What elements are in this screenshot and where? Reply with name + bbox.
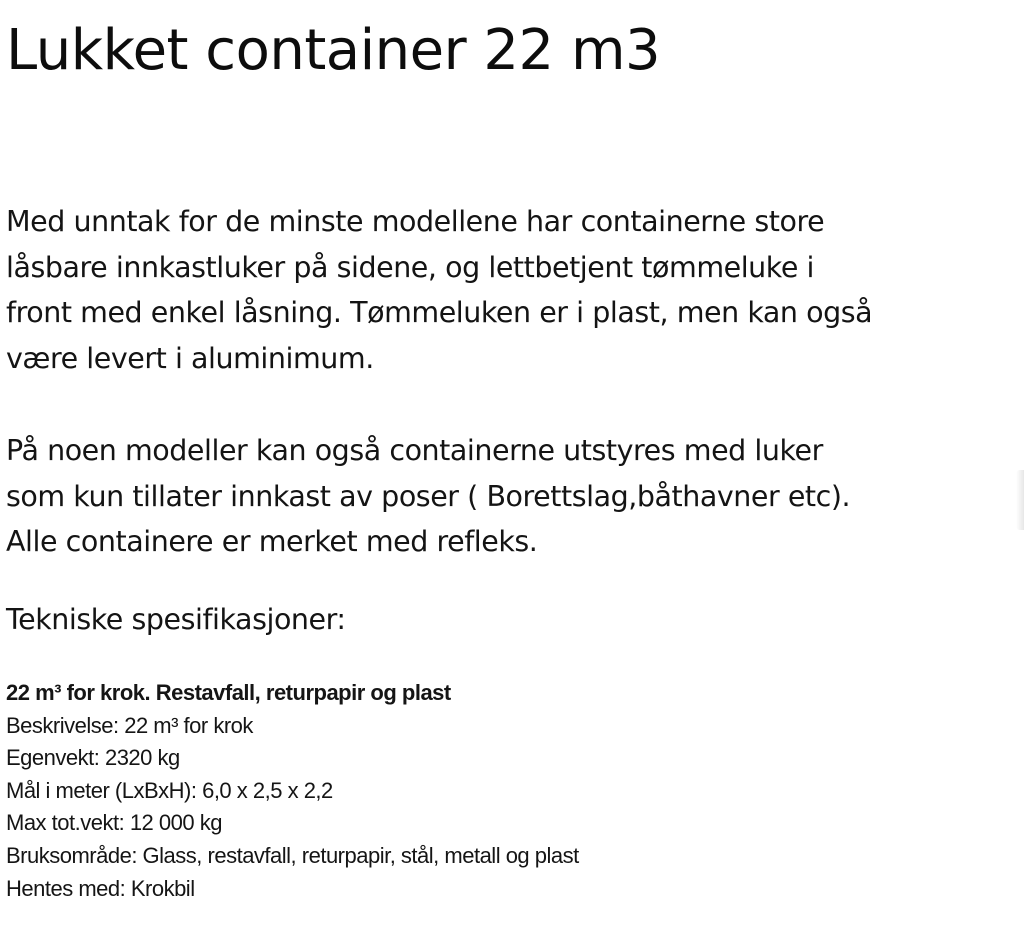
spec-line: Beskrivelse: 22 m³ for krok	[6, 712, 253, 738]
description-line: På noen modeller kan også containerne utstyres med luker	[6, 434, 823, 467]
description-line: Med unntak for de minste modellene har containerne store	[6, 205, 825, 238]
description-line: være levert i aluminimum.	[6, 341, 374, 375]
description-line: front med enkel låsning. Tømmeluken er i plast, men kan også	[6, 296, 873, 329]
spec-line: Egenvekt: 2320 kg	[6, 745, 180, 771]
description-line: Alle containere er merket med refleks.	[6, 525, 538, 558]
description-line: låsbare innkastluker på sidene, og lettbetjent tømmeluke i	[6, 250, 814, 284]
scroll-edge-shadow	[1016, 470, 1024, 530]
page-title: Lukket container 22 m3	[6, 18, 661, 83]
specs-product-name: 22 m³ for krok. Restavfall, returpapir og plast	[6, 680, 451, 705]
spec-line: Max tot.vekt: 12 000 kg	[6, 810, 222, 836]
description-line: som kun tillater innkast av poser ( Borettslag,båthavner etc).	[6, 479, 851, 513]
description-paragraph-2	[6, 428, 1006, 565]
spec-line: Mål i meter (LxBxH): 6,0 x 2,5 x 2,2	[6, 777, 333, 803]
specs-heading: Tekniske spesifikasjoner:	[6, 603, 346, 636]
specs-list	[6, 677, 579, 905]
spec-line: Bruksområde: Glass, restavfall, returpapir, stål, metall og plast	[6, 842, 579, 868]
spec-line: Hentes med: Krokbil	[6, 875, 195, 901]
description-paragraph-1	[6, 199, 1006, 381]
